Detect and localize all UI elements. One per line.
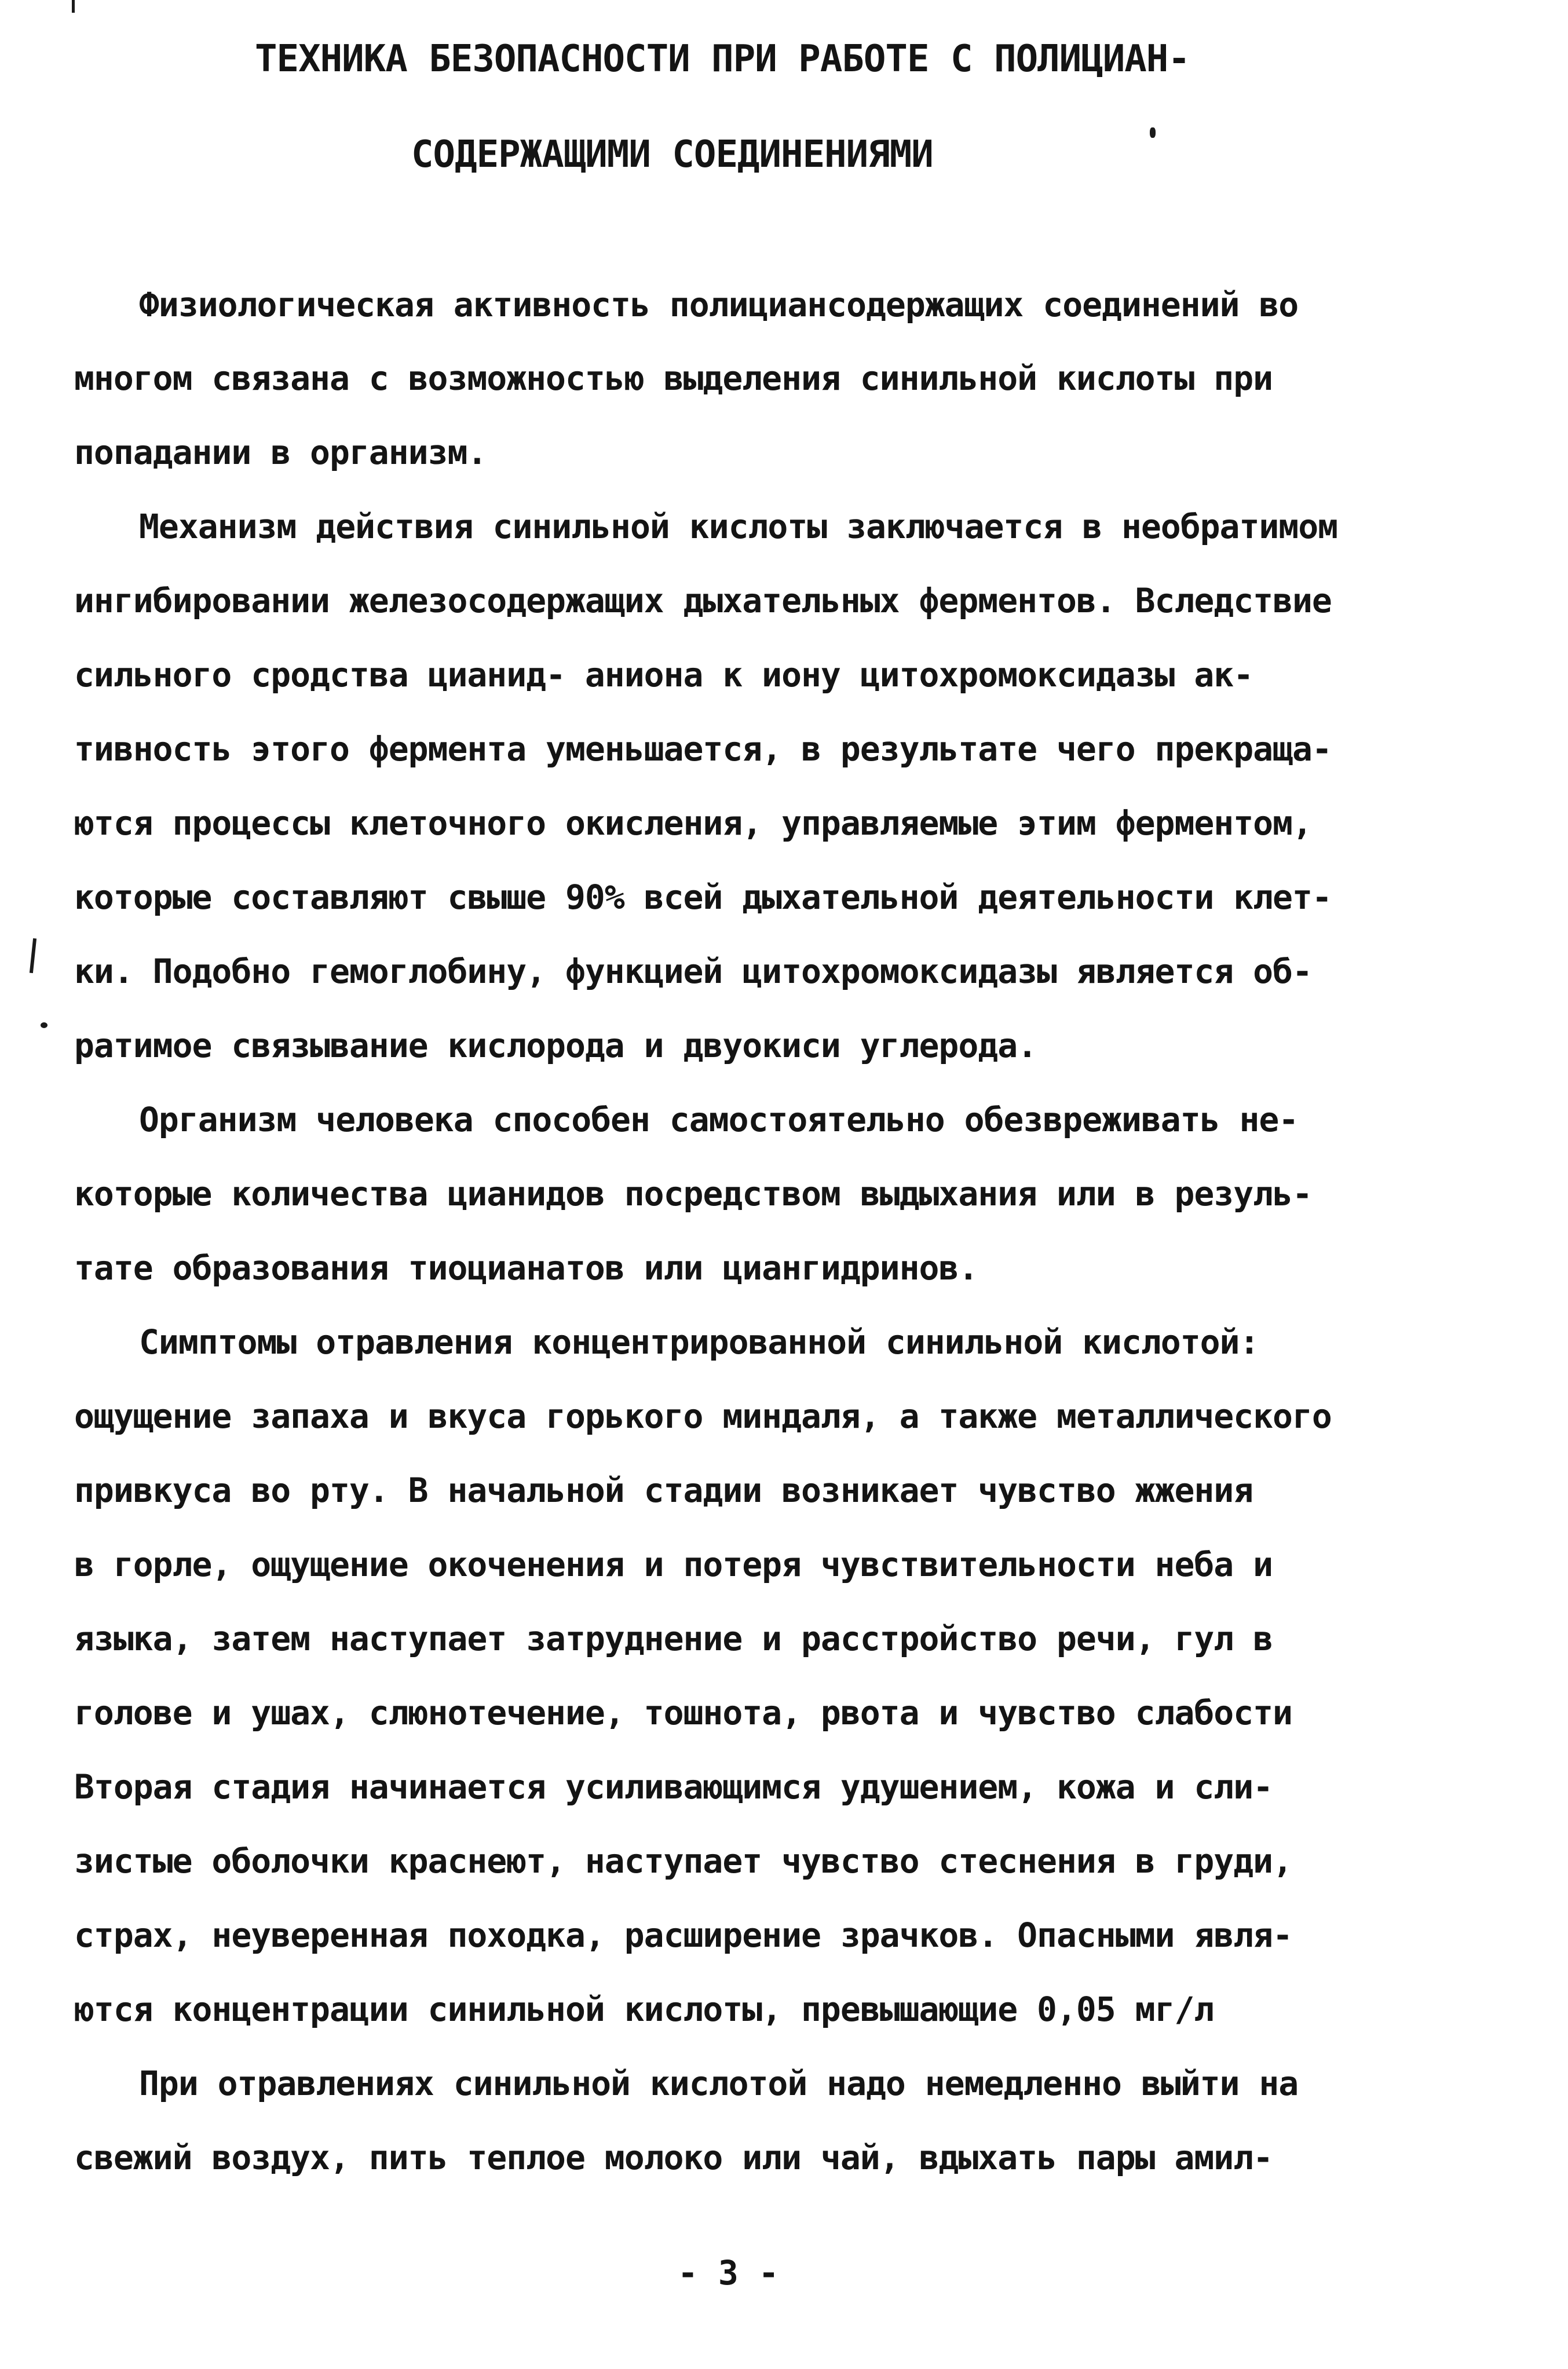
text-line: ингибировании железосодержащих дыхательных ферментов. Вследствие <box>74 581 1332 620</box>
text-line: Организм человека способен самостоятельно обезвреживать не- <box>139 1100 1299 1139</box>
document-title-line-2: СОДЕРЖАЩИМИ СОЕДИНЕНИЯМИ <box>411 133 933 176</box>
text-line: страх, неуверенная походка, расширение зрачков. Опасными явля- <box>74 1915 1292 1955</box>
text-line: голове и ушах, слюнотечение, тошнота, рвота и чувство слабости <box>74 1693 1292 1732</box>
text-line: попадании в организм. <box>74 433 487 472</box>
text-line: ратимое связывание кислорода и двуокиси углерода. <box>74 1026 1037 1065</box>
text-line: многом связана с возможностью выделения синильной кислоты при <box>74 359 1273 398</box>
text-line: Вторая стадия начинается усиливающимся удушением, кожа и сли- <box>74 1767 1273 1807</box>
text-line: ощущение запаха и вкуса горького миндаля, а также металлического <box>74 1396 1332 1436</box>
margin-pen-mark <box>30 938 36 973</box>
margin-dot-mark <box>41 1022 47 1028</box>
text-line: сильного сродства цианид- аниона к иону цитохромоксидазы ак- <box>74 655 1253 694</box>
text-line: свежий воздух, пить теплое молоко или чай, вдыхать пары амил- <box>74 2138 1273 2177</box>
text-line: языка, затем наступает затруднение и расстройство речи, гул в <box>74 1619 1273 1658</box>
text-line: привкуса во рту. В начальной стадии возникает чувство жжения <box>74 1471 1253 1510</box>
text-line: ки. Подобно гемоглобину, функцией цитохромоксидазы является об- <box>74 952 1312 991</box>
text-line: которые составляют свыше 90% всей дыхательной деятельности клет- <box>74 878 1332 917</box>
document-title-line-1: ТЕХНИКА БЕЗОПАСНОСТИ ПРИ РАБОТЕ С ПОЛИЦИАН- <box>255 38 1190 81</box>
text-line: При отравлениях синильной кислотой надо немедленно выйти на <box>139 2064 1299 2103</box>
text-line: зистые оболочки краснеют, наступает чувство стеснения в груди, <box>74 1841 1292 1881</box>
scan-artifact-mark <box>72 0 75 13</box>
text-line: в горле, ощущение окоченения и потеря чувствительности неба и <box>74 1545 1273 1584</box>
text-line: ются концентрации синильной кислоты, превышающие 0,05 мг/л <box>74 1990 1214 2029</box>
text-line: тивность этого фермента уменьшается, в результате чего прекраща- <box>74 729 1332 769</box>
text-line: Симптомы отравления концентрированной синильной кислотой: <box>139 1322 1259 1362</box>
text-line: ются процессы клеточного окисления, управляемые этим ферментом, <box>74 803 1312 843</box>
page-number: - 3 - <box>678 2253 779 2293</box>
text-line: тате образования тиоцианатов или циангидринов. <box>74 1248 978 1288</box>
text-line: Физиологическая активность полициансодержащих соединений во <box>139 285 1299 324</box>
text-line: Механизм действия синильной кислоты заключается в необратимом <box>139 507 1338 546</box>
text-line: которые количества цианидов посредством выдыхания или в резуль- <box>74 1174 1312 1213</box>
